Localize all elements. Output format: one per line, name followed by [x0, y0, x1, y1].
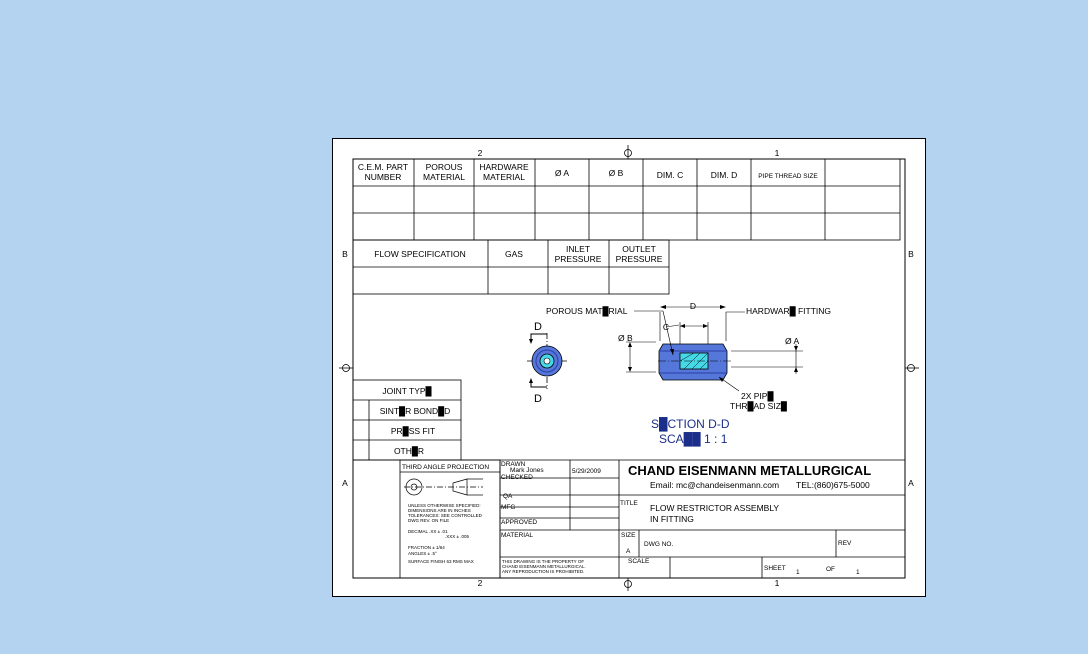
notes-line-1: UNLESS OTHERWISE SPECIFIED: — [408, 503, 481, 508]
sheet-value: 1 — [796, 569, 800, 576]
company-name: CHAND EISENMANN METALLURGICAL — [628, 463, 872, 478]
approved-label: APPROVED — [501, 519, 538, 526]
col-header-dim-c: DIM. C — [656, 170, 684, 180]
col-header-dia-b: Ø B — [608, 168, 624, 178]
zone-row-b-left: B — [342, 249, 348, 259]
part-table-headers — [358, 162, 819, 182]
zone-row-a-right: A — [908, 478, 914, 488]
col-header-pipe-thread: PIPE THREAD SIZE — [758, 173, 818, 180]
dim-label-b: Ø B — [618, 333, 633, 343]
flow-spec-header: FLOW SPECIFICATION — [374, 249, 466, 259]
notes-line-3: TOLERANCES: SEE CONTROLLED — [408, 513, 482, 518]
title-label: TITLE — [620, 500, 638, 507]
company-email: Email: mc@chandeisenmann.com — [650, 480, 780, 490]
section-marker-top: D — [534, 321, 542, 333]
joint-option-sinter: SINT█R BOND█D — [379, 406, 451, 416]
joint-option-other: OTH█R — [393, 446, 425, 456]
of-value: 1 — [856, 569, 860, 576]
joint-option-press: PR█SS FIT — [390, 426, 436, 436]
callout-pipe-line1: 2X PIP█ — [741, 391, 774, 401]
company-phone: TEL:(860)675-5000 — [796, 480, 870, 490]
notes-line-7: FRACTION ± 1/64 — [408, 545, 445, 550]
outlet-header-2: PRESSURE — [615, 254, 663, 264]
joint-type-labels — [380, 386, 451, 457]
rev-label: REV — [838, 540, 852, 547]
scale-label: SCALE — [628, 558, 650, 565]
zone-col-2-top: 2 — [477, 148, 483, 158]
section-view — [626, 305, 803, 391]
proprietary-line-2: CHAND EISENMANN METALLURGICAL. — [502, 564, 586, 569]
checked-label: CHECKED — [501, 474, 533, 481]
section-marker-bottom: D — [534, 393, 542, 405]
joint-type-title: JOINT TYP█ — [382, 386, 432, 396]
notes-line-4: DWG REV. ON FILE — [408, 518, 450, 523]
col-header-hardware-2: MATERIAL — [483, 172, 525, 182]
company-block — [620, 463, 871, 576]
dim-label-d: D — [689, 301, 697, 311]
proprietary-line-1: THIS DRAWING IS THE PROPERTY OF — [502, 559, 585, 564]
outlet-header-1: OUTLET — [622, 244, 656, 254]
gas-header: GAS — [505, 249, 523, 259]
third-angle-projection-icon — [404, 479, 483, 495]
center-mark-left — [339, 365, 353, 372]
projection-label: THIRD ANGLE PROJECTION — [402, 464, 490, 471]
notes-line-2: DIMENSIONS ARE IN INCHES — [408, 508, 471, 513]
dim-label-c: C — [662, 322, 670, 332]
col-header-dim-d: DIM. D — [710, 170, 738, 180]
callout-porous-material: POROUS MAT█RIAL — [546, 306, 628, 316]
zone-row-b-right: B — [908, 249, 914, 259]
size-label: SIZE — [621, 532, 636, 539]
drawn-label: DRAWN — [501, 461, 526, 468]
callout-hardware-fitting: HARDWAR█ FITTING — [746, 306, 832, 316]
drawing-title-line-1: FLOW RESTRICTOR ASSEMBLY — [650, 503, 780, 513]
center-mark-right — [905, 365, 919, 372]
flow-table-headers — [374, 244, 662, 264]
scale-title: SCA██ 1 : 1 — [659, 432, 728, 446]
col-header-porous-2: MATERIAL — [423, 172, 465, 182]
notes-line-8: ANGLES ± .5° — [408, 551, 437, 556]
notes-line-9: SURFACE FINISH 63 RMS MAX — [408, 559, 474, 564]
col-header-porous-1: POROUS — [425, 162, 463, 172]
drawing-title-line-2: IN FITTING — [650, 514, 694, 524]
sheet-label: SHEET — [764, 565, 786, 572]
drawing-sheet — [332, 138, 926, 597]
proprietary-line-3: ANY REPRODUCTION IS PROHIBITED. — [502, 569, 585, 574]
col-header-part-number-2: NUMBER — [364, 172, 402, 182]
drawn-by: Mark Jones — [510, 467, 544, 474]
projection-area — [402, 464, 489, 564]
col-header-part-number-1: C.E.M. PART — [357, 162, 409, 172]
notes-line-5: DECIMAL .XX ± .01 — [408, 529, 448, 534]
qa-label: QA — [503, 493, 513, 500]
center-mark-bottom — [625, 578, 632, 591]
end-view — [527, 321, 567, 405]
mfg-label: MFG — [501, 504, 516, 511]
callout-pipe-line2: THR█AD SIZ█ — [730, 401, 787, 411]
zone-col-2-bottom: 2 — [477, 578, 483, 588]
col-header-hardware-1: HARDWARE — [479, 162, 529, 172]
notes-line-6: .XXX ± .005 — [445, 534, 469, 539]
dwg-no-label: DWG NO. — [644, 541, 674, 548]
dim-label-a: Ø A — [785, 336, 800, 346]
of-label: OF — [826, 566, 836, 573]
zone-row-a-left: A — [342, 478, 348, 488]
size-value: A — [626, 548, 631, 555]
technical-drawing — [333, 139, 925, 596]
zone-col-1-top: 1 — [774, 148, 780, 158]
inlet-header-2: PRESSURE — [554, 254, 602, 264]
drawn-date: 5/29/2009 — [572, 468, 601, 475]
center-mark-top — [625, 145, 632, 159]
material-label: MATERIAL — [501, 532, 534, 539]
section-title: S█CTION D-D — [651, 417, 730, 431]
col-header-dia-a: Ø A — [554, 168, 570, 178]
inlet-header-1: INLET — [565, 244, 591, 254]
zone-col-1-bottom: 1 — [774, 578, 780, 588]
